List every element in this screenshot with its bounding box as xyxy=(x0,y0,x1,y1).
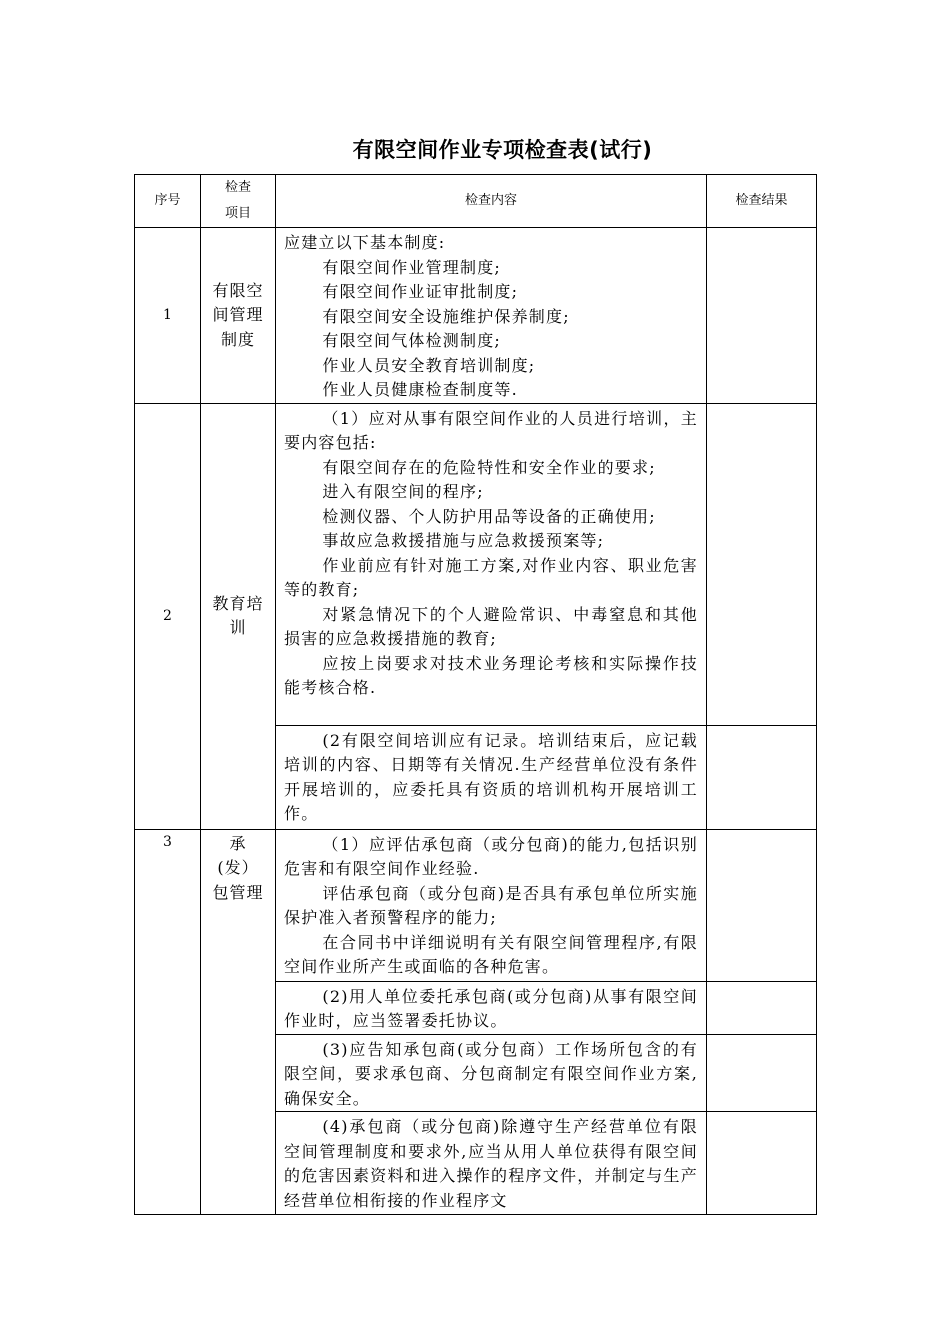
content-line: 作业人员安全教育培训制度; xyxy=(322,355,536,375)
row-content xyxy=(276,403,707,725)
row-item-line: 包管理 xyxy=(212,882,264,902)
row-item xyxy=(201,228,276,404)
row-item-line: 承 xyxy=(229,833,247,853)
content-line: 进入有限空间的程序; xyxy=(322,482,484,501)
content-line: (2)用人单位委托承包商(或分包商)从事有限空间作业时，应当签署委托协议。 xyxy=(284,986,698,1030)
row-item xyxy=(201,829,276,1215)
row-no: 3 xyxy=(135,829,201,1215)
table-row xyxy=(135,403,817,725)
content-line: 作业人员健康检查制度等. xyxy=(322,380,518,399)
content-line: 作业前应有针对施工方案,对作业内容、职业危害等的教育; xyxy=(284,555,698,599)
row-item xyxy=(201,403,276,829)
content-line: 检测仪器、个人防护用品等设备的正确使用; xyxy=(322,506,656,526)
row-item-line: 间管理 xyxy=(212,305,264,324)
row-content xyxy=(276,228,707,404)
content-line: 有限空间作业管理制度; xyxy=(322,257,501,277)
content-line: (3)应告知承包商(或分包商）工作场所包含的有限空间，要求承包商、分包商制定有限空间作业方案,确保安全。 xyxy=(284,1039,698,1108)
content-line: （1）应对从事有限空间作业的人员进行培训，主要内容包括: xyxy=(284,408,698,452)
row-result[interactable] xyxy=(707,829,817,981)
table-row xyxy=(135,829,817,981)
row-content xyxy=(276,1034,707,1112)
header-result: 检查结果 xyxy=(707,175,817,228)
content-line: 有限空间存在的危险特性和安全作业的要求; xyxy=(322,457,656,477)
content-line: 应按上岗要求对技术业务理论考核和实际操作技能考核合格. xyxy=(284,653,698,697)
inspection-table xyxy=(134,174,817,1215)
content-line: (2有限空间培训应有记录。培训结束后，应记载培训的内容、日期等有关情况.生产经营单位没有条件开展培训的，应委托具有资质的培训机构开展培训工作。 xyxy=(284,730,698,823)
row-item-line: 有限空 xyxy=(212,280,264,300)
row-result[interactable] xyxy=(707,1112,817,1215)
header-content: 检查内容 xyxy=(276,175,707,228)
row-item-line: 教育培 xyxy=(212,593,264,613)
content-line: 对紧急情况下的个人避险常识、中毒窒息和其他损害的应急救援措施的教育; xyxy=(284,604,698,648)
page-title: 有限空间作业专项检查表(试行) xyxy=(352,138,653,162)
table-row xyxy=(135,228,817,404)
row-content xyxy=(276,1112,707,1215)
row-result[interactable] xyxy=(707,1034,817,1112)
header-no: 序号 xyxy=(135,175,201,228)
content-line: 有限空间气体检测制度; xyxy=(322,331,501,350)
content-line: (4)承包商（或分包商)除遵守生产经营单位有限空间管理制度和要求外,应当从用人单位获得有限空间的危害因素资料和进入操作的程序文件，并制定与生产经营单位相衔接的作业程序文 xyxy=(284,1117,698,1210)
row-result[interactable] xyxy=(707,228,817,404)
row-content xyxy=(276,981,707,1034)
content-line: 在合同书中详细说明有关有限空间管理程序,有限空间作业所产生或面临的各种危害。 xyxy=(284,932,698,976)
row-no: 1 xyxy=(135,228,201,404)
header-item-line2: 项目 xyxy=(224,206,251,221)
row-item-line: (发） xyxy=(217,858,259,877)
content-line: 有限空间作业证审批制度; xyxy=(322,282,519,301)
row-item-line: 训 xyxy=(229,618,247,637)
row-result[interactable] xyxy=(707,981,817,1034)
row-item-line: 制度 xyxy=(220,329,255,349)
row-no: 2 xyxy=(135,403,201,829)
table-header-row xyxy=(135,175,817,228)
content-line: （1）应评估承包商（或分包商)的能力,包括识别危害和有限空间作业经验. xyxy=(284,834,698,878)
content-line: 评估承包商（或分包商)是否具有承包单位所实施保护准入者预警程序的能力; xyxy=(284,883,698,927)
content-line: 事故应急救援措施与应急救援预案等; xyxy=(322,531,605,550)
row-result[interactable] xyxy=(707,725,817,829)
content-line: 有限空间安全设施维护保养制度; xyxy=(322,306,570,326)
row-content xyxy=(276,829,707,981)
row-content xyxy=(276,725,707,829)
row-result[interactable] xyxy=(707,403,817,725)
header-item-line1: 检查 xyxy=(224,180,251,195)
header-item xyxy=(201,175,276,228)
content-line: 应建立以下基本制度: xyxy=(284,233,446,252)
